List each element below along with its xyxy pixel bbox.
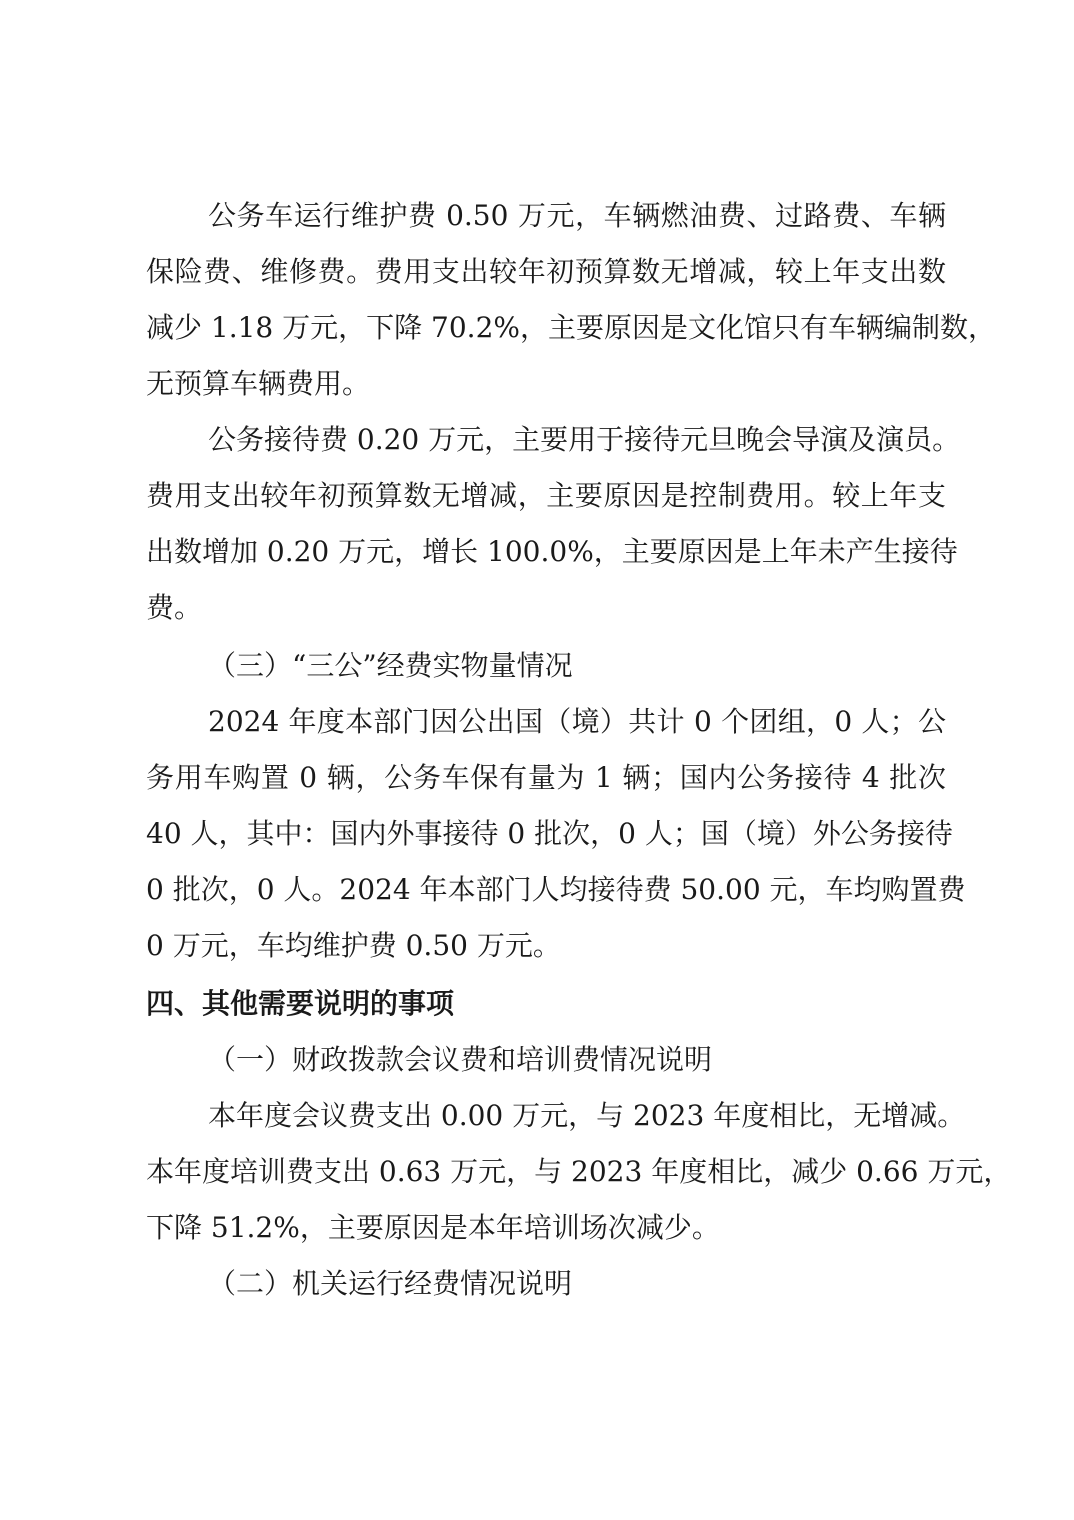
paragraph-line: 0 批次，0 人。2024 年本部门人均接待费 50.00 元，车均购置费 — [146, 873, 966, 906]
paragraph-line: 费。 — [146, 591, 203, 624]
paragraph-line: 40 人，其中：国内外事接待 0 批次，0 人；国（境）外公务接待 — [146, 817, 953, 850]
paragraph-line: 无预算车辆费用。 — [146, 367, 371, 400]
paragraph-line: 公务车运行维护费 0.50 万元，车辆燃油费、过路费、车辆 — [208, 199, 946, 232]
paragraph-line: 保险费、维修费。费用支出较年初预算数无增减，较上年支出数 — [146, 255, 946, 288]
paragraph-line: 费用支出较年初预算数无增减，主要原因是控制费用。较上年支 — [146, 479, 946, 512]
paragraph-line: 减少 1.18 万元，下降 70.2%，主要原因是文化馆只有车辆编制数， — [146, 311, 996, 344]
paragraph-line: 本年度会议费支出 0.00 万元，与 2023 年度相比，无增减。 — [208, 1099, 966, 1132]
paragraph-line: 2024 年度本部门因公出国（境）共计 0 个团组，0 人；公 — [208, 705, 946, 738]
section-title: （三）“三公”经费实物量情况 — [208, 649, 573, 682]
paragraph-line: 公务接待费 0.20 万元，主要用于接待元旦晚会导演及演员。 — [208, 423, 961, 456]
subsection-title: （二）机关运行经费情况说明 — [208, 1267, 573, 1300]
paragraph-line: 下降 51.2%，主要原因是本年培训场次减少。 — [146, 1211, 720, 1244]
subsection-title: （一）财政拨款会议费和培训费情况说明 — [208, 1043, 713, 1076]
paragraph-line: 0 万元，车均维护费 0.50 万元。 — [146, 929, 561, 962]
chapter-title: 四、其他需要说明的事项 — [146, 987, 455, 1020]
paragraph-line: 务用车购置 0 辆，公务车保有量为 1 辆；国内公务接待 4 批次 — [146, 761, 946, 794]
paragraph-line: 本年度培训费支出 0.63 万元，与 2023 年度相比，减少 0.66 万元， — [146, 1155, 1012, 1188]
paragraph-line: 出数增加 0.20 万元，增长 100.0%，主要原因是上年未产生接待 — [146, 535, 958, 568]
